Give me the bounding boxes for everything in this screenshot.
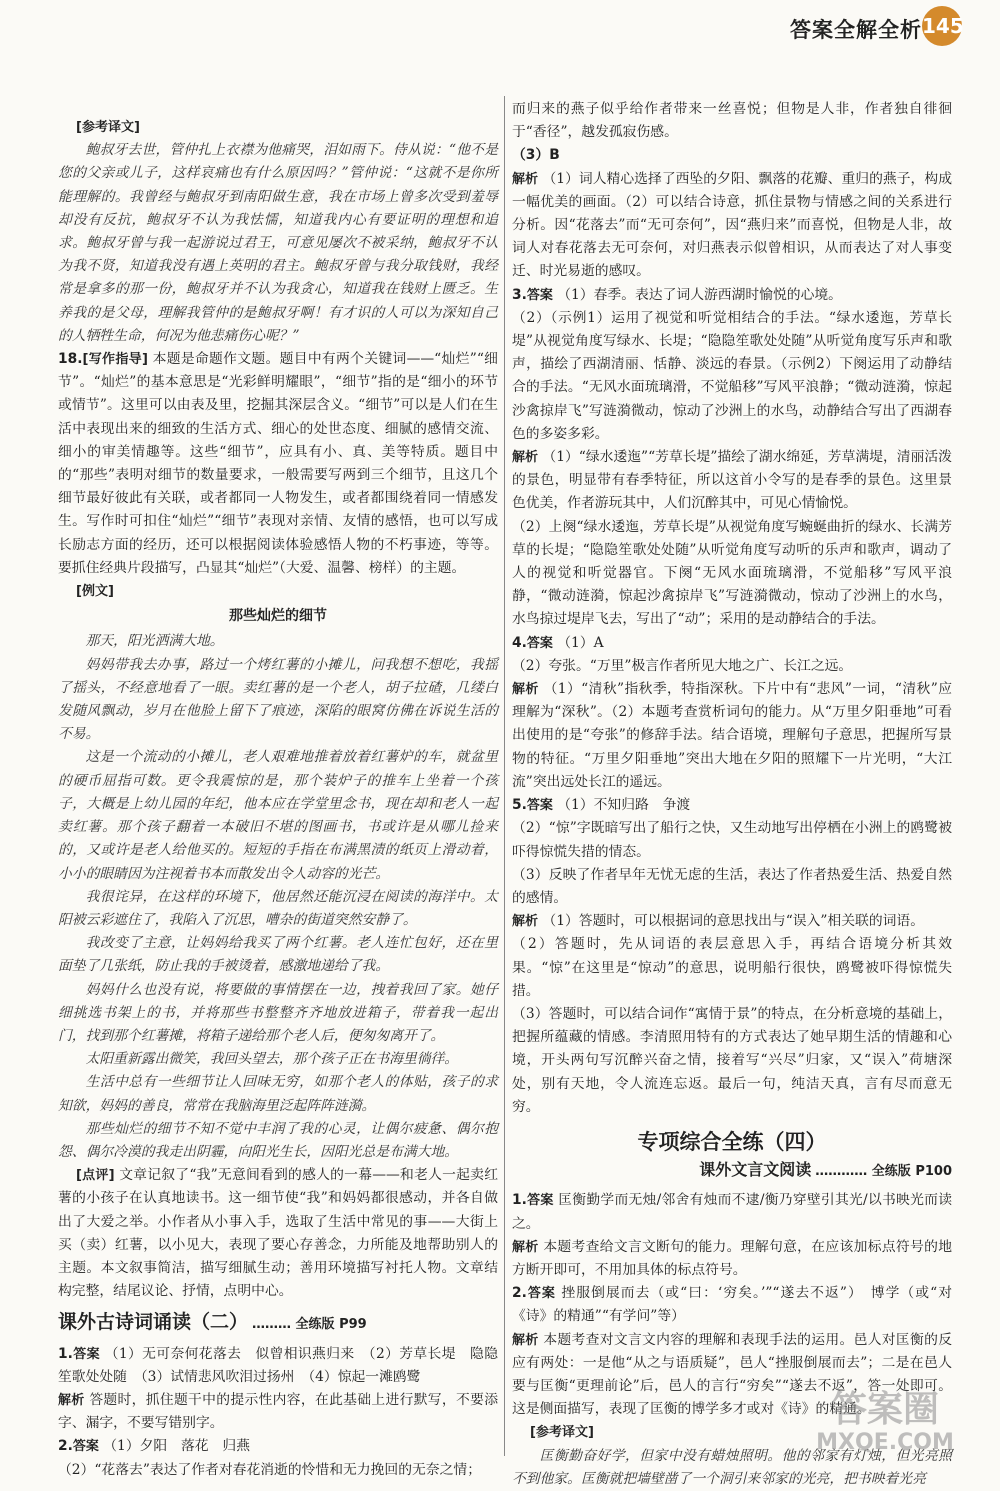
essay-para: 这是一个流动的小摊儿，老人艰难地推着放着红薯炉的车，就盆里的硬币屈指可数。更令我震惊的是，那个装炉子的推车上坐着一个孩子，大概是上幼儿园的年纪，他本应在学堂里念书，现在却和老人一起卖红薯。那个孩子翻着一本破旧不堪的图画书，书或许是从哪儿捡来的，又或许是老人给他买的。短短的手指在布满黑渍的纸页上滑动着，小小的眼睛因为注视着书本而散发出令人动容的光芒。 — [58, 749, 498, 882]
q18-text: 本题是命题作文题。题目中有两个关键词——“灿烂”“细节”。“灿烂”的基本意思是“光彩鲜明耀眼”，“细节”指的是“细小的环节或情节”。这里可以由表及里，挖掘其深层含义。“细节”可以是人们在生活中表现出来的细致的生活方式、细心的处世态度、细腻的感情交流、细小的审美情趣等。这些“细节”，应具有小、真、美等特质。题目中的“那些”表明对细节的数量要求，一般需要写两到三个细节，且这几个细节最好彼此有关联，或者都同一人物发生，或者都围绕着同一情感发生。写作时可扣住“灿烂”“细节”表现对亲情、友情的感悟，也可以写成长励志方面的经历，还可以根据阅读体验感悟人物的不朽事迹，等等。要抓住经典片段描写，凸显其“灿烂”（大爱、温馨、榜样）的主题。 — [58, 351, 498, 576]
column-divider — [504, 96, 505, 1456]
a2-text2: （2）“花落去”表达了作者对春花消逝的怜惜和无力挽回的无奈之情； — [58, 1461, 481, 1478]
a5-analysis3: （3）答题时，可以结合词作“寓情于景”的特点，在分析意境的基础上，把握所蕴藏的情感。李清照用特有的方式表达了她早期生活的情趣和心境，开头两句写沉醉兴奋之情，接着写“兴尽”归家，又“误入”荷塘深处，别有天地，令人流连忘返。最后一句，纯洁天真，言有尽而意无穷。 — [512, 1005, 952, 1115]
example-label: [例文] — [76, 584, 114, 600]
subsection-ref: ………… 全练版 P100 — [815, 1164, 952, 1180]
a3-analysis2: （2）上阕“绿水逶迤，芳草长堤”从视觉角度写蜿蜒曲折的绿水、长满芳草的长堤；“隐隐笙歌处处随”从听觉角度写动听的乐声和歌声，调动了人的视觉和听觉器官。下阕“无风水面琉璃滑，不觉船移”写风平浪静，“微动涟漪，惊起沙禽掠岸飞”写涟漪微动，惊动了沙洲上的水鸟，水鸟掠过堤岸飞去，写出了“动”；采用的是动静结合的手法。 — [512, 518, 952, 628]
essay-para: 那天，阳光洒满大地。 — [85, 633, 224, 650]
essay-para: 我改变了主意，让妈妈给我买了两个红薯。老人连忙包好，还在里面垫了几张纸，防止我的手被烫着，感激地递给了我。 — [58, 935, 498, 975]
essay-para: 妈妈带我去办事，路过一个烤红薯的小摊儿，问我想不想吃，我摇了摇头，不经意地看了一眼。卖红薯的是一个老人，胡子拉碴，几缕白发随风飘动，岁月在他脸上留下了痕迹，深陷的眼窝仿佛在诉说生活的不易。 — [58, 656, 498, 743]
page-header — [0, 0, 1000, 56]
a5-label: 答案 — [526, 798, 553, 814]
a4-number: 4. — [512, 634, 527, 651]
section-ref: ……… 全练版 P99 — [252, 1317, 367, 1333]
answer-1 — [58, 1343, 498, 1389]
a4-label: 答案 — [526, 635, 553, 651]
comment-label: [点评] — [76, 1168, 115, 1184]
a3-text: （1）春季。表达了词人游西湖时愉悦的心境。 — [557, 286, 842, 303]
a2-number: 2. — [58, 1438, 73, 1455]
a3-text2: （2）（示例1）运用了视觉和听觉相结合的手法。“绿水逶迤，芳草长堤”从视觉角度写绿水、长堤；“隐隐笙歌处处随”从听觉角度写乐声和歌声，描绘了西湖清丽、恬静、淡远的春景。（示例2）下阕运用了动静结合的手法。“无风水面琉璃滑，不觉船移”写风平浪静；“微动涟漪，惊起沙禽掠岸飞”写涟漪微动，惊动了沙洲上的水鸟，动静结合写出了西湖春色的多姿多彩。 — [512, 309, 952, 442]
a1-analysis-label: 解析 — [58, 1392, 85, 1408]
b2-number: 2. — [512, 1285, 527, 1302]
a1-analysis-text: 答题时，抓住题干中的提示性内容，在此基础上进行默写，不要添字、漏字，不要写错别字。 — [58, 1391, 499, 1432]
a4-analysis — [512, 678, 952, 794]
header-title: 答案全解全析 — [790, 18, 922, 42]
ref-translation-label: [参考译文] — [76, 120, 140, 135]
a1-analysis — [58, 1389, 498, 1435]
a2-part3: （3）B — [512, 147, 560, 164]
b1-analysis-label: 解析 — [512, 1239, 539, 1255]
essay-para: 妈妈什么也没有说，将要做的事情摆在一边，拽着我回了家。她仔细挑选书架上的书，并将那些书整整齐齐地放进箱子，带着我一起出门，找到那个红薯摊，将箱子递给那个老人后，便匆匆离开了。 — [58, 981, 498, 1044]
a5-analysis2: （2）答题时，先从词语的表层意思入手，再结合语境分析其效果。“惊”在这里是“惊动”的意思，说明船行很快，鸥鹭被吓得惊慌失措。 — [512, 936, 952, 999]
a4-analysis-text: （1）“清秋”指秋季，特指深秋。下片中有“悲风”一词，“清秋”应理解为“深秋”。（2）本题考查赏析词句的能力。从“万里夕阳垂地”可看出使用的是“夸张”的修辞手法。结合语境，理解句子意思，把握所写景物的特征。“万里夕阳垂地”突出大地在夕阳的照耀下一片光明，“大江流”突出远处长江的遥远。 — [512, 681, 952, 790]
a5-text: （1）不知归路 争渡 — [557, 797, 691, 814]
a3-label: 答案 — [526, 287, 553, 303]
b2-label: 答案 — [526, 1286, 556, 1302]
a3-analysis — [512, 446, 952, 516]
section-title-poetry — [58, 1311, 498, 1336]
a5-analysis-text: （1）答题时，可以根据词的意思找出与“误入”相关联的词语。 — [542, 913, 925, 930]
a4-text: （1）A — [557, 634, 604, 651]
a5-number: 5. — [512, 797, 527, 814]
b-answer-1 — [512, 1189, 952, 1235]
right-column — [512, 98, 952, 1491]
a2-analysis — [512, 168, 952, 284]
a2-analysis-label: 解析 — [512, 171, 539, 187]
answer-3 — [512, 284, 952, 307]
a2-label: 答案 — [72, 1439, 99, 1455]
b1-label: 答案 — [526, 1193, 554, 1209]
a1-label: 答案 — [72, 1346, 100, 1362]
a5-text3: （3）反映了作者早年无忧无虑的生活，表达了作者热爱生活、热爱自然的感情。 — [512, 866, 952, 906]
a2-text: （1）夕阳 落花 归燕 — [103, 1438, 250, 1455]
essay-para: 太阳重新露出微笑，我回头望去，那个孩子正在书海里徜徉。 — [85, 1051, 459, 1068]
a2-analysis-text: （1）词人精心选择了西坠的夕阳、飘落的花瓣、重归的燕子，构成一幅优美的画面。（2）可以结合诗意，抓住景物与情感之间的关系进行分析。因“花落去”而“无可奈何”，因“燕归来”而喜悦，但物是人非，故词人对春花落去无可奈何，对归燕表示似曾相识，从而表达了对人事变迁、时光易逝的感叹。 — [512, 170, 952, 280]
a5-analysis — [512, 910, 952, 933]
b1-number: 1. — [512, 1192, 527, 1209]
q18 — [58, 348, 498, 580]
a4-text2: （2）夸张。“万里”极言作者所见大地之广、长江之远。 — [512, 657, 853, 674]
ref-translation: 鲍叔牙去世，管仲扎上衣襟为他痛哭，泪如雨下。侍从说：“他不是您的父亲或儿子，这样哀痛也有什么原因吗？”管仲说：“这就不是你所能理解的。我曾经与鲍叔牙到南阳做生意，我在市场上曾多次受到羞辱却没有反抗，鲍叔牙不认为我怯懦，知道我内心有要证明的理想和追求。鲍叔牙曾与我一起游说过君王，可意见屡次不被采纳，鲍叔牙不认为我不贤，知道我没有遇上英明的君主。鲍叔牙曾与我分取钱财，我经常是拿多的那一份，鲍叔牙并不认为我贪心，知道我在钱财上匮乏。生养我的是父母，理解我管仲的是鲍叔牙啊！有才识的人可以为深知自己的人牺牲生命，何况为他悲痛伤心呢？” — [58, 142, 498, 344]
page-number: 145 — [922, 6, 962, 46]
watermark-url: MXQE.COM — [816, 1430, 954, 1455]
a3-analysis-label: 解析 — [512, 450, 539, 466]
answer-5 — [512, 794, 952, 817]
a2-continued: 而归来的燕子似乎给作者带来一丝喜悦；但物是人非，作者独自徘徊于“香径”，越发孤寂伤感。 — [512, 101, 952, 141]
b-ref-translation-label: [参考译文] — [530, 1425, 594, 1441]
b2-analysis-text: 本题考查对文言文内容的理解和表现手法的运用。邑人对匡衡的反应有两处：一是他“从之与语质疑”，邑人“挫服倒展而去”；二是在邑人要与匡衡“更理前论”后，邑人的言行“穷矣”“遂去不返”，答一处即可。这是侧面描写，表现了匡衡的博学多才或对《诗》的精通。 — [512, 1331, 953, 1418]
answer-2 — [58, 1435, 498, 1458]
answer-4 — [512, 632, 952, 655]
a1-text: （1）无可奈何花落去 似曾相识燕归来 （2）芳草长堤 隐隐笙歌处处随 （3）试情悲风吹泪过扬州 （4）惊起一滩鸥鹭 — [58, 1345, 498, 1385]
q18-number: 18. — [58, 351, 83, 368]
a4-analysis-label: 解析 — [512, 682, 539, 698]
left-column — [58, 116, 498, 1482]
b-answer-2 — [512, 1282, 952, 1328]
b1-text: 匡衡勤学而无烛/邻舍有烛而不逮/衡乃穿壁引其光/以书映光而读之。 — [512, 1192, 952, 1232]
a5-text2: （2）“惊”字既暗写出了船行之快，又生动地写出停栖在小洲上的鸥鹭被吓得惊慌失措的情态。 — [512, 820, 952, 860]
b1-analysis-text: 本题考查给文言文断句的能力。理解句意，在应该加标点符号的地方断开即可，不用加具体的标点符号。 — [512, 1238, 953, 1278]
q18-label: [写作指导] — [82, 352, 148, 368]
section-title-review: 专项综合全练（四） — [637, 1129, 827, 1154]
watermark-text: 答案圈 — [830, 1389, 940, 1430]
b1-analysis — [512, 1236, 952, 1282]
watermark-logo — [800, 1377, 970, 1457]
essay-title: 那些灿烂的细节 — [229, 608, 327, 625]
a3-analysis-text: （1）“绿水逶迤”“芳草长堤”描绘了湖水绵延，芳草满堤，清丽活泼的景色，明显带有春季特征，所以这首小令写的是春季的景色。这里景色优美，作者游玩其中，人们沉醉其中，可见心情愉悦。 — [512, 449, 952, 512]
comment — [58, 1164, 498, 1303]
essay-para: 我很诧异，在这样的环境下，他居然还能沉浸在阅读的海洋中。太阳被云彩遮住了，我陷入了沉思，嘈杂的街道突然安静了。 — [58, 888, 498, 928]
essay-para: 生活中总有一些细节让人回味无穷，如那个老人的体贴，孩子的求知欲，妈妈的善良，常常在我脑海里泛起阵阵涟漪。 — [58, 1074, 498, 1114]
b2-analysis-label: 解析 — [512, 1332, 539, 1348]
subsection-title — [512, 1158, 952, 1183]
section-title-text: 课外古诗词诵读（二） — [58, 1311, 249, 1334]
essay-para: 那些灿烂的细节不知不觉中丰润了我的心灵，让偶尔疲惫、偶尔抱怨、偶尔冷漠的我走出阴霾，向阳光生长，因阳光总是布满大地。 — [58, 1120, 498, 1160]
a3-number: 3. — [512, 286, 527, 303]
subsection-title-text: 课外文言文阅读 — [699, 1160, 812, 1180]
comment-text: 文章记叙了“我”无意间看到的感人的一幕——和老人一起卖红薯的小孩子在认真地读书。这一细节使“我”和妈妈都很感动，并各自做出了大爱之举。小作者从小事入手，选取了生活中常见的事——大街上买（卖）红薯，以小见大，表现了要心存善念，力所能及地帮助别人的主题。本文叙事简洁，描写细腻生动；善用环境描写衬托人物。文章结构完整，结尾议论、抒情，点明中心。 — [58, 1167, 498, 1300]
a1-number: 1. — [58, 1345, 73, 1362]
a5-analysis-label: 解析 — [512, 914, 539, 930]
b2-text: 挫服倒展而去（或“曰：‘穷矣。’”“遂去不返”） 博学（或“对《诗》的精通”“有学问”等） — [512, 1285, 952, 1325]
b-ref-translation: 匡衡勤奋好学，但家中没有蜡烛照明。他的邻家有灯烛，但光亮照不到他家。匡衡就把墙壁凿了一个洞引来邻家的光亮，把书映着光亮 — [512, 1447, 952, 1487]
